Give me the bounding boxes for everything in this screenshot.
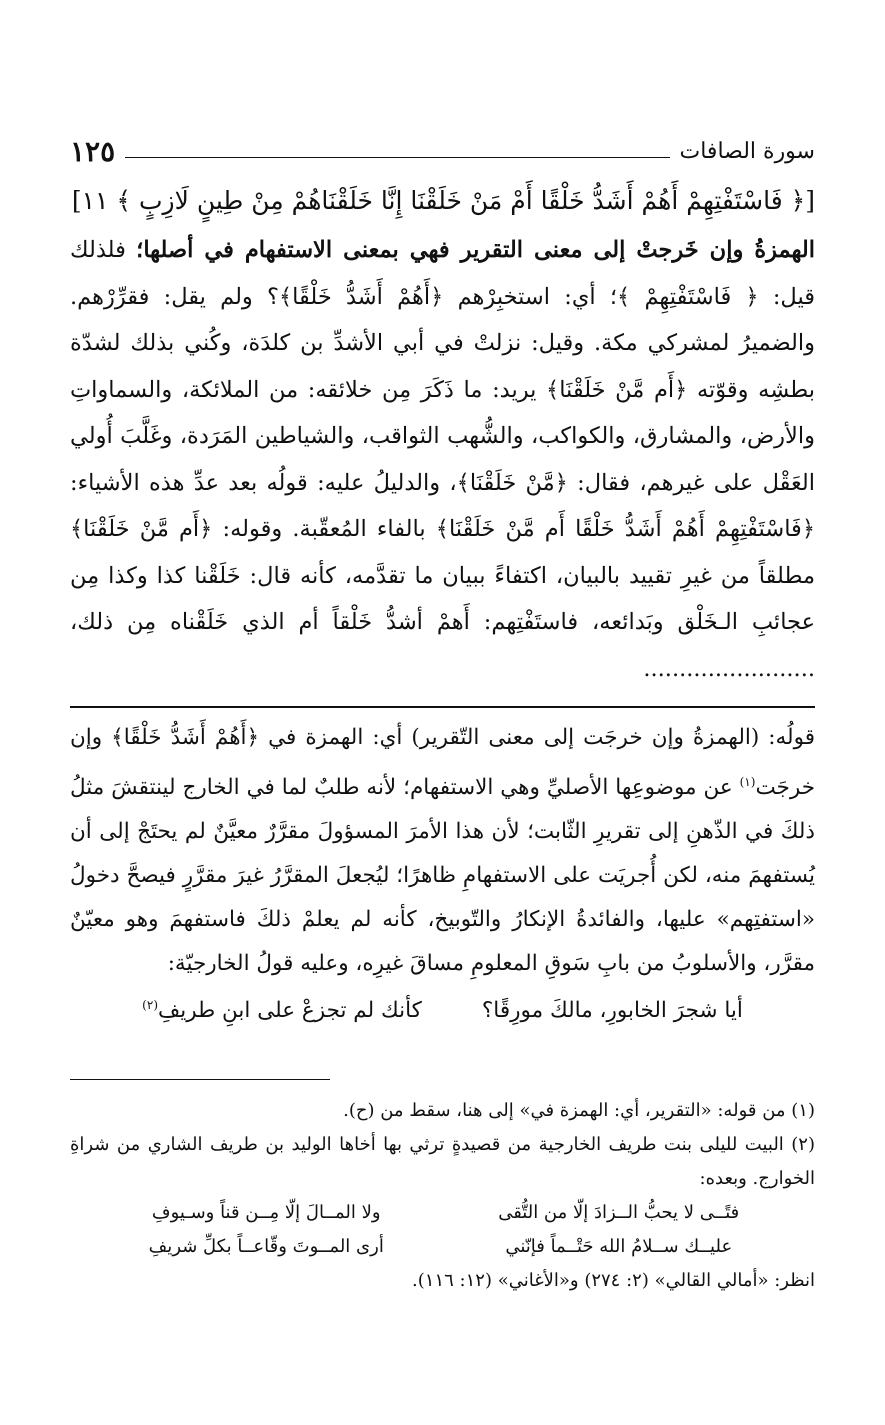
main-body: فلذلك قيل: ﴿ فَاسْتَفْتِهِمْ ﴾؛ أي: استخبِرْهم ﴿أَهُمْ أَشَدُّ خَلْقًا﴾؟ ولم يقل: فقرِّرْهم. والضميرُ لمشركي مكة. وقيل: نزلتْ في أبي الأشدِّ بن كلدَة، وكُني بذلك لشدّة بطشِه وقوّته ﴿أَم مَّنْ خَلَقْنَا﴾ يريد: ما ذَكَرَ مِن خلائقه: من الملائكة، والسماواتِ والأرض، والمشارق، والكواكب، والشُّهب الثواقب، والشياطين المَرَدة، وغَلَّبَ أُولي العَقْل على غيرهم، فقال: ﴿مَّنْ خَلَقْنَا﴾، والدليلُ عليه: قولُه بعد عدِّ هذه الأشياء: ﴿فَاسْتَفْتِهِمْ أَهُمْ أَشَدُّ خَلْقًا أَم مَّنْ خَلَقْنَا﴾ بالفاء المُعقّبة. وقوله: ﴿أَم مَّنْ خَلَقْنَا﴾ مطلقاً من غيرِ تقييد بالبيان، اكتفاءً ببيان ما تقدَّمه، كأنه قال: خَلَقْنا كذا وكذا مِن عجائبِ الـخَلْق وبَدائعه، فاستَفْتِهم: أَهمْ أشدُّ خَلْقاً أم الذي خَلَقْناه مِن ذلك، ........................ bbox=[70, 237, 815, 682]
commentary-bold-quote: (الهمزةُ وإن خرجَت إلى معنى التّقرير) bbox=[411, 725, 760, 750]
footnote-poem-line: ولا المــالَ إلّا مِــن قناً وسـيوفِ bbox=[151, 1202, 381, 1224]
footnote-mark-1[interactable]: (١) bbox=[739, 775, 756, 789]
page bbox=[70, 130, 815, 1298]
main-bold-lead: الهمزةُ وإن خَرجتْ إلى معنى التقرير فهي بمعنى الاستفهام في أصلها؛ bbox=[136, 237, 816, 263]
footnote-mark-2[interactable]: (٢) bbox=[142, 998, 158, 1013]
footnote-reference: انظر: «أمالي القالي» (٢: ٢٧٤) و«الأغاني» (١٢: ١١٦). bbox=[412, 1270, 815, 1292]
poem-second-hemistich: كأنك لم تجزعْ على ابنِ طريفِ$^{(٢)}$ bbox=[142, 998, 422, 1024]
footnotes bbox=[70, 1094, 815, 1298]
commentary-intro: قولُه: bbox=[759, 725, 815, 750]
footnote-separator bbox=[70, 1079, 330, 1080]
page-number: ١٢٥ bbox=[70, 134, 116, 168]
footnote-poem-line: عليــك ســلامُ الله حَتْــماً فإنّني bbox=[505, 1236, 733, 1258]
commentary-text-a: أي: الهمزة في ﴿أَهُمْ أَشَدُّ خَلْقًا﴾ وإن خرجَت bbox=[70, 725, 815, 801]
poem-first-hemistich: أيا شجرَ الخابورِ، مالكَ مورِقًا؟ bbox=[481, 998, 743, 1024]
running-header bbox=[70, 130, 815, 172]
commentary bbox=[70, 716, 815, 986]
footnote-2: (٢) البيت لليلى بنت طريف الخارجية من قصيدةٍ ترثي بها أخاها الوليد بن طريف الشاري من شراةِ الخوارج. وبعده: bbox=[70, 1134, 815, 1190]
footnote-poem-line: فتًــى لا يحبُّ الــزادَ إلّا من التُّقى bbox=[498, 1202, 740, 1224]
quran-verse: [﴿ فَاسْتَفْتِهِمْ أَهُمْ أَشَدُّ خَلْقًا أَمْ مَنْ خَلَقْنَا إِنَّا خَلَقْنَاهُمْ مِنْ طِينٍ لَازِبٍ ﴾ ١١] bbox=[71, 186, 815, 215]
main-text bbox=[70, 227, 815, 692]
footnote-poem-line: أرى المــوتَ وقّاعــاً بكلِّ شريفِ bbox=[148, 1236, 384, 1258]
surah-title: سورة الصافات bbox=[679, 138, 815, 164]
commentary-text-b: عن موضوعِها الأصليِّ وهي الاستفهام؛ لأنه طلبٌ لما في الخارج لينتقشَ مثلُ ذلكَ في الذّهنِ إلى تقريرِ الثّابت؛ لأن هذا الأمرَ المسؤولَ مقرَّرٌ معيَّنٌ لم يحتَجْ إلى أن يُستفهمَ منه، لكن أُجريَت على الاستفهامِ ظاهرًا؛ ليُجعلَ المقرَّرُ غيرَ مقرَّرٍ فيصحَّ دخولُ «استفتِهم» عليها، والفائدةُ الإنكارُ والتّوبيخ، كأنه لم يعلمْ ذلكَ فاستفهمَ وهو معيّنٌ مقرَّر، والأسلوبُ من بابِ سَوقِ المعلومِ مساقَ غيرِه، وعليه قولُ الخارجيّة: bbox=[70, 775, 815, 977]
footnote-poem bbox=[70, 1196, 815, 1264]
footnote-1: (١) من قوله: «التقرير، أي: الهمزة في» إلى هنا، سقط من (ح). bbox=[343, 1100, 815, 1122]
poem-verse bbox=[70, 998, 815, 1023]
section-divider bbox=[70, 706, 815, 708]
header-rule bbox=[125, 157, 669, 158]
